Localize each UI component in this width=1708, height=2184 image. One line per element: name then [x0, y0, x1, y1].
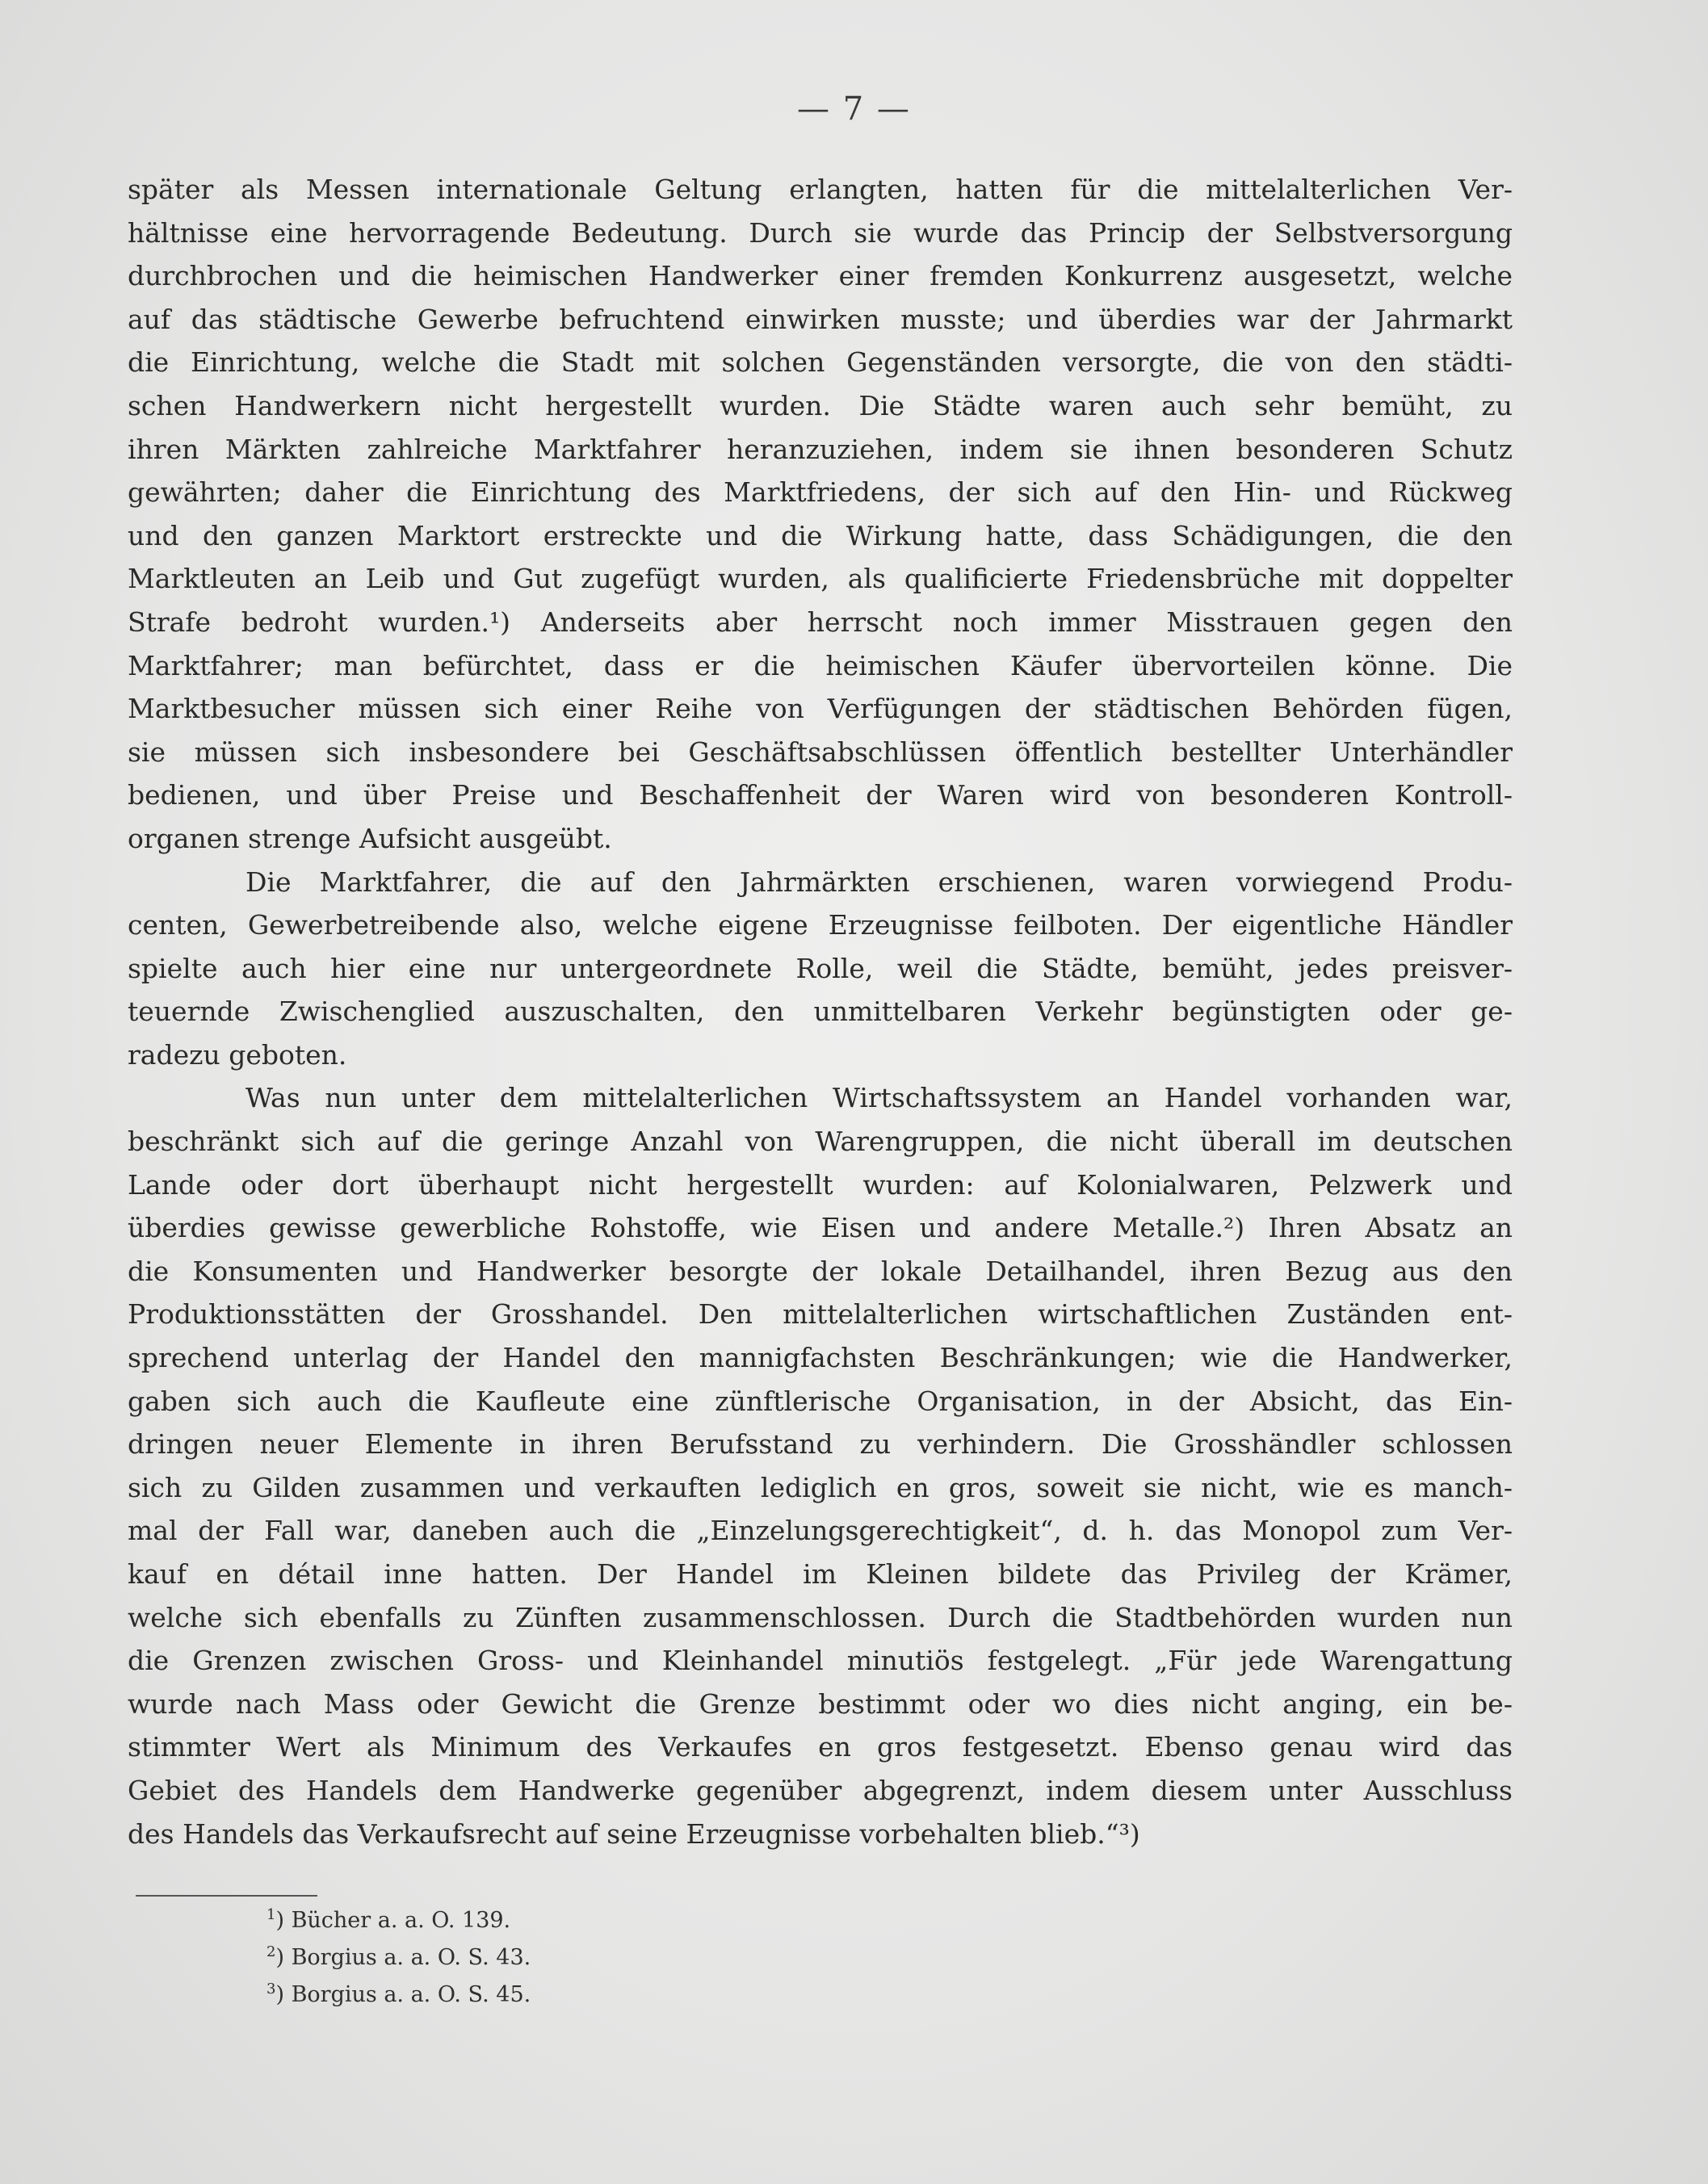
text-line: gaben sich auch die Kaufleute eine zünftlerische Organisation, in der Absicht, das Ein-: [128, 1385, 1513, 1417]
text-line: bedienen, und über Preise und Beschaffenheit der Waren wird von besonderen Kontroll-: [128, 779, 1513, 811]
footnotes: [266, 1899, 531, 2010]
text-line: Marktbesucher müssen sich einer Reihe von Verfügungen der städtischen Behörden fügen,: [128, 693, 1513, 725]
text-line: durchbrochen und die heimischen Handwerker einer fremden Konkurrenz ausgesetzt, welche: [128, 260, 1513, 292]
text-line: und den ganzen Marktort erstreckte und die Wirkung hatte, dass Schädigungen, die den: [128, 519, 1513, 551]
text-line: radezu geboten.: [128, 1038, 347, 1071]
text-line: beschränkt sich auf die geringe Anzahl von Warengruppen, die nicht überall im deutschen: [128, 1126, 1513, 1158]
text-line: Lande oder dort überhaupt nicht hergestellt wurden: auf Kolonialwaren, Pelzwerk und: [128, 1168, 1513, 1201]
footnote: [266, 1899, 531, 1936]
footnote-text: ) Bücher a. a. O. 139.: [275, 1908, 511, 1933]
footnote: [266, 1936, 531, 1973]
text-line: auf das städtische Gewerbe befruchtend einwirken musste; und überdies war der Jahrmarkt: [128, 303, 1513, 335]
text-line: überdies gewisse gewerbliche Rohstoffe, wie Eisen und andere Metalle.²) Ihren Absatz an: [128, 1212, 1513, 1244]
footnote-number: 2: [266, 1943, 276, 1960]
text-line: später als Messen internationale Geltung erlangten, hatten für die mittelalterlichen Ver-: [128, 174, 1513, 205]
text-line: Strafe bedroht wurden.¹) Anderseits aber herrscht noch immer Misstrauen gegen den: [128, 606, 1513, 638]
footnote-text: ) Borgius a. a. O. S. 43.: [275, 1945, 531, 1970]
text-line: sich zu Gilden zusammen und verkauften lediglich en gros, soweit sie nicht, wie es manch-: [128, 1471, 1513, 1503]
text-line: welche sich ebenfalls zu Zünften zusammenschlossen. Durch die Stadtbehörden wurden nun: [128, 1601, 1513, 1633]
text-line: Die Marktfahrer, die auf den Jahrmärkten erschienen, waren vorwiegend Produ-: [245, 866, 1513, 898]
body-text: [128, 168, 1513, 1855]
footnote-divider: [136, 1895, 317, 1897]
text-line: hältnisse eine hervorragende Bedeutung. Durch sie wurde das Princip der Selbstversorgung: [128, 216, 1513, 249]
text-line: wurde nach Mass oder Gewicht die Grenze bestimmt oder wo dies nicht anging, ein be-: [128, 1687, 1513, 1720]
text-line: mal der Fall war, daneben auch die „Einzelungsgerechtigkeit“, d. h. das Monopol zum Ver-: [128, 1515, 1513, 1547]
footnote-text: ) Borgius a. a. O. S. 45.: [275, 1982, 531, 2007]
text-line: schen Handwerkern nicht hergestellt wurden. Die Städte waren auch sehr bemüht, zu: [128, 389, 1513, 421]
text-line: Was nun unter dem mittelalterlichen Wirtschaftssystem an Handel vorhanden war,: [245, 1082, 1513, 1114]
text-line: ihren Märkten zahlreiche Marktfahrer heranzuziehen, indem sie ihnen besonderen Schutz: [128, 433, 1513, 465]
page-number: — 7 —: [797, 90, 911, 128]
text-line: centen, Gewerbetreibende also, welche eigene Erzeugnisse feilboten. Der eigentliche Händler: [128, 909, 1513, 941]
text-line: Marktleuten an Leib und Gut zugefügt wurden, als qualificierte Friedensbrüche mit doppelter: [128, 563, 1513, 595]
text-line: teuernde Zwischenglied auszuschalten, den unmittelbaren Verkehr begünstigten oder ge-: [128, 996, 1513, 1028]
text-line: stimmter Wert als Minimum des Verkaufes en gros festgesetzt. Ebenso genau wird das: [128, 1731, 1513, 1763]
text-line: Marktfahrer; man befürchtet, dass er die heimischen Käufer übervorteilen könne. Die: [128, 649, 1513, 681]
text-line: die Einrichtung, welche die Stadt mit solchen Gegenständen versorgte, die von den städti-: [128, 346, 1513, 379]
footnote-number: 3: [266, 1981, 276, 1997]
text-line: dringen neuer Elemente in ihren Berufsstand zu verhindern. Die Grosshändler schlossen: [128, 1428, 1513, 1461]
footnote: [266, 1973, 531, 2010]
footnote-number: 1: [266, 1906, 276, 1923]
text-line: die Konsumenten und Handwerker besorgte der lokale Detailhandel, ihren Bezug aus den: [128, 1255, 1513, 1287]
text-line: sie müssen sich insbesondere bei Geschäftsabschlüssen öffentlich bestellter Unterhändler: [128, 736, 1513, 768]
text-line: gewährten; daher die Einrichtung des Marktfriedens, der sich auf den Hin- und Rückweg: [128, 476, 1513, 509]
text-line: die Grenzen zwischen Gross- und Kleinhandel minutiös festgelegt. „Für jede Warengattung: [128, 1645, 1513, 1677]
text-line: des Handels das Verkaufsrecht auf seine Erzeugnisse vorbehalten blieb.“³): [128, 1817, 1140, 1850]
text-line: Gebiet des Handels dem Handwerke gegenüber abgegrenzt, indem diesem unter Ausschluss: [128, 1774, 1513, 1806]
text-line: Produktionsstätten der Grosshandel. Den mittelalterlichen wirtschaftlichen Zuständen ent-: [128, 1298, 1513, 1331]
text-line: spielte auch hier eine nur untergeordnete Rolle, weil die Städte, bemüht, jedes preisver-: [128, 952, 1513, 984]
text-line: organen strenge Aufsicht ausgeübt.: [128, 822, 612, 854]
text-line: kauf en détail inne hatten. Der Handel im Kleinen bildete das Privileg der Krämer,: [128, 1558, 1513, 1590]
text-line: sprechend unterlag der Handel den mannigfachsten Beschränkungen; wie die Handwerker,: [128, 1342, 1513, 1374]
